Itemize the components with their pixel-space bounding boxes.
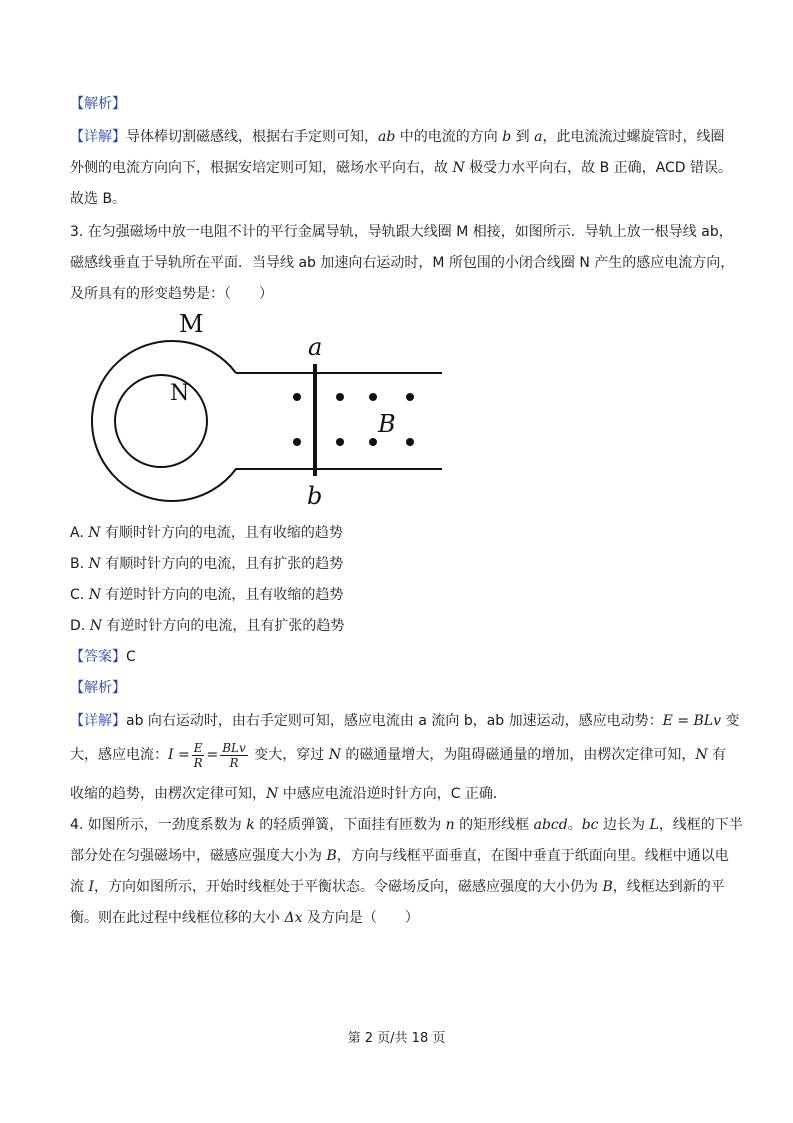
q3-figure [76,306,448,512]
analysis-label: 【解析】 [70,96,126,112]
q3-detail-line-1: 【详解】ab 向右运动时，由右手定则可知，感应电流由 a 流向 b，ab 加速运动，感应电动势：E = BLv 变 [70,713,740,729]
fraction-blv-over-r: $\frac{\text{BLv}}{R}$ [222,740,246,770]
q3-option-b: B. N 有顺时针方向的电流，且有扩张的趋势 [70,556,344,572]
label-b: b [307,482,323,510]
detail-label: 【详解】 [70,129,126,145]
q4-stem-line-2: 部分处在匀强磁场中，磁感应强度大小为 B，方向与线框平面垂直，在图中垂直于纸面向里。线框中通以电 [70,848,729,864]
q3-answer: 【答案】C [70,649,136,665]
emf-formula: E = BLv [662,713,722,729]
coil-n [115,375,207,467]
q3-option-a: A. N 有顺时针方向的电流，且有收缩的趋势 [70,525,343,541]
q3-analysis-label: 【解析】 [70,680,126,696]
q2-detail-line-3: 故选 B。 [70,191,127,207]
label-a: a [308,333,323,361]
q3-option-d: D. N 有逆时针方向的电流，且有扩张的趋势 [70,618,345,634]
q3-detail-line-3: 收缩的趋势，由楞次定律可知，N 中感应电流沿逆时针方向，C 正确． [70,786,507,802]
label-m: M [179,310,204,338]
q3-stem-line-1: 3. 在匀强磁场中放一电阻不计的平行金属导轨，导轨跟大线圈 M 相接，如图所示．导轨上放一根导线 ab， [70,224,733,240]
label-n: N [170,381,190,406]
q4-stem-line-1: 4. 如图所示，一劲度系数为 k 的轻质弹簧，下面挂有匝数为 n 的矩形线框 abcd。bc 边长为 L，线框的下半 [70,817,743,833]
q4-stem-line-4: 衡。则在此过程中线框位移的大小 Δx 及方向是（ ） [70,910,419,926]
q3-detail-line-2: 大，感应电流：I = $\frac{E}{R}$ = $\frac{\text{BLv}}{R}$ 变大，穿过 N 的磁通量增大，为阻碍磁通量的增加，由楞次定律可知，N 有 [70,740,727,770]
q2-detail-line-2: 外侧的电流方向向下，根据安培定则可知，磁场水平向右，故 N 极受力水平向右，故 B 正确，ACD 错误。 [70,160,732,176]
label-field-b: B [378,410,396,438]
q3-stem-line-2: 磁感线垂直于导轨所在平面．当导线 ab 加速向右运动时，M 所包围的小闭合线圈 N 产生的感应电流方向， [70,255,735,271]
magnetic-field-dots [293,393,414,446]
q4-stem-line-3: 流 I，方向如图所示，开始时线框处于平衡状态。令磁场反向，磁感应强度的大小仍为 B，线框达到新的平 [70,879,725,895]
page-number: 第 2 页/共 18 页 [347,1031,446,1046]
fraction-e-over-r: $\frac{E}{R}$ [193,740,203,770]
q2-detail-line-1: 【详解】导体棒切割磁感线，根据右手定则可知，ab 中的电流的方向 b 到 a，此电流流过螺旋管时，线圈 [70,129,725,145]
q3-option-c: C. N 有逆时针方向的电流，且有收缩的趋势 [70,587,344,603]
q3-stem-line-3: 及所具有的形变趋势是：（ ） [70,286,273,302]
